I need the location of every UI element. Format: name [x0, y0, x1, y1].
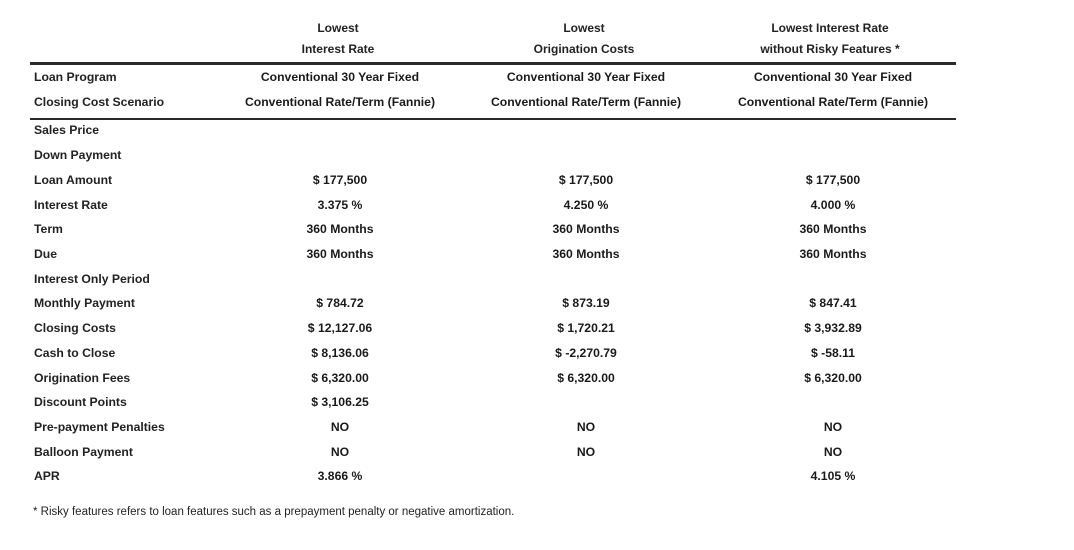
table-cell: Conventional 30 Year Fixed	[260, 70, 420, 84]
table-row	[0, 143, 1074, 167]
column-header-line: Lowest	[317, 21, 359, 35]
table-cell: $ 6,320.00	[311, 371, 369, 385]
row-label: Loan Amount	[34, 173, 113, 187]
table-cell: $ 3,106.25	[311, 395, 369, 409]
column-header-lowest-interest-rate	[223, 18, 453, 60]
table-cell: $ 177,500	[312, 173, 368, 187]
table-cell: $ 177,500	[805, 173, 861, 187]
table-cell: NO	[330, 445, 350, 459]
column-header-line: without Risky Features *	[760, 42, 900, 56]
table-row	[0, 291, 1074, 315]
table-cell: $ 6,320.00	[804, 371, 862, 385]
table-cell: NO	[330, 420, 350, 434]
table-cell: 4.000 %	[810, 198, 856, 212]
row-label: Cash to Close	[34, 346, 116, 360]
table-cell: $ 1,720.21	[557, 321, 615, 335]
row-label: Term	[34, 222, 63, 236]
row-label: Due	[34, 247, 58, 261]
table-cell: $ -58.11	[810, 346, 856, 360]
table-row	[0, 440, 1074, 464]
table-row	[0, 464, 1074, 488]
row-label: Loan Program	[34, 70, 117, 84]
column-header-no-risky-features	[715, 18, 945, 60]
table-row-closing-cost-scenario	[0, 90, 1074, 114]
table-cell: 4.250 %	[563, 198, 609, 212]
table-cell: Conventional Rate/Term (Fannie)	[490, 95, 682, 109]
table-row	[0, 366, 1074, 390]
table-row	[0, 316, 1074, 340]
table-cell: Conventional Rate/Term (Fannie)	[737, 95, 929, 109]
column-header-line: Interest Rate	[301, 42, 375, 56]
row-label: Balloon Payment	[34, 445, 133, 459]
table-cell: NO	[576, 445, 596, 459]
column-header-line: Lowest Interest Rate	[771, 21, 889, 35]
table-cell: NO	[576, 420, 596, 434]
row-label: Interest Rate	[34, 198, 108, 212]
table-cell: $ 12,127.06	[307, 321, 373, 335]
table-cell: NO	[823, 445, 843, 459]
row-label: Origination Fees	[34, 371, 131, 385]
table-cell: $ -2,270.79	[555, 346, 617, 360]
table-cell: 3.866 %	[317, 469, 363, 483]
footnote: * Risky features refers to loan features such as a prepayment penalty or negative amortization.	[33, 506, 515, 518]
row-label: APR	[34, 469, 60, 483]
table-row	[0, 193, 1074, 217]
table-row	[0, 217, 1074, 241]
table-row	[0, 415, 1074, 439]
row-label: Down Payment	[34, 148, 122, 162]
table-row	[0, 341, 1074, 365]
table-cell: $ 3,932.89	[804, 321, 862, 335]
table-row	[0, 242, 1074, 266]
table-cell: $ 6,320.00	[557, 371, 615, 385]
row-label: Interest Only Period	[34, 272, 150, 286]
table-cell: 360 Months	[306, 247, 374, 261]
table-row	[0, 390, 1074, 414]
row-label: Discount Points	[34, 395, 127, 409]
row-label: Closing Cost Scenario	[34, 95, 165, 109]
table-cell: Conventional Rate/Term (Fannie)	[244, 95, 436, 109]
table-cell: Conventional 30 Year Fixed	[753, 70, 913, 84]
row-label: Pre-payment Penalties	[34, 420, 165, 434]
row-label: Monthly Payment	[34, 296, 135, 310]
row-label: Sales Price	[34, 123, 100, 137]
table-cell: Conventional 30 Year Fixed	[506, 70, 666, 84]
table-cell: $ 873.19	[562, 296, 610, 310]
table-cell: 360 Months	[799, 222, 867, 236]
table-row	[0, 118, 1074, 142]
table-cell: 360 Months	[552, 222, 620, 236]
table-cell: 360 Months	[306, 222, 374, 236]
table-cell: $ 847.41	[809, 296, 857, 310]
table-row	[0, 267, 1074, 291]
row-label: Closing Costs	[34, 321, 116, 335]
table-cell: $ 784.72	[316, 296, 364, 310]
column-header-lowest-origination-costs	[469, 18, 699, 60]
table-cell: 360 Months	[552, 247, 620, 261]
table-cell: 360 Months	[799, 247, 867, 261]
column-header-line: Lowest	[563, 21, 605, 35]
column-header-line: Origination Costs	[533, 42, 635, 56]
table-row	[0, 168, 1074, 192]
table-cell: $ 8,136.06	[311, 346, 369, 360]
table-cell: NO	[823, 420, 843, 434]
table-cell: 3.375 %	[317, 198, 363, 212]
table-cell: 4.105 %	[810, 469, 856, 483]
table-cell: $ 177,500	[558, 173, 614, 187]
table-row-loan-program	[0, 65, 1074, 89]
